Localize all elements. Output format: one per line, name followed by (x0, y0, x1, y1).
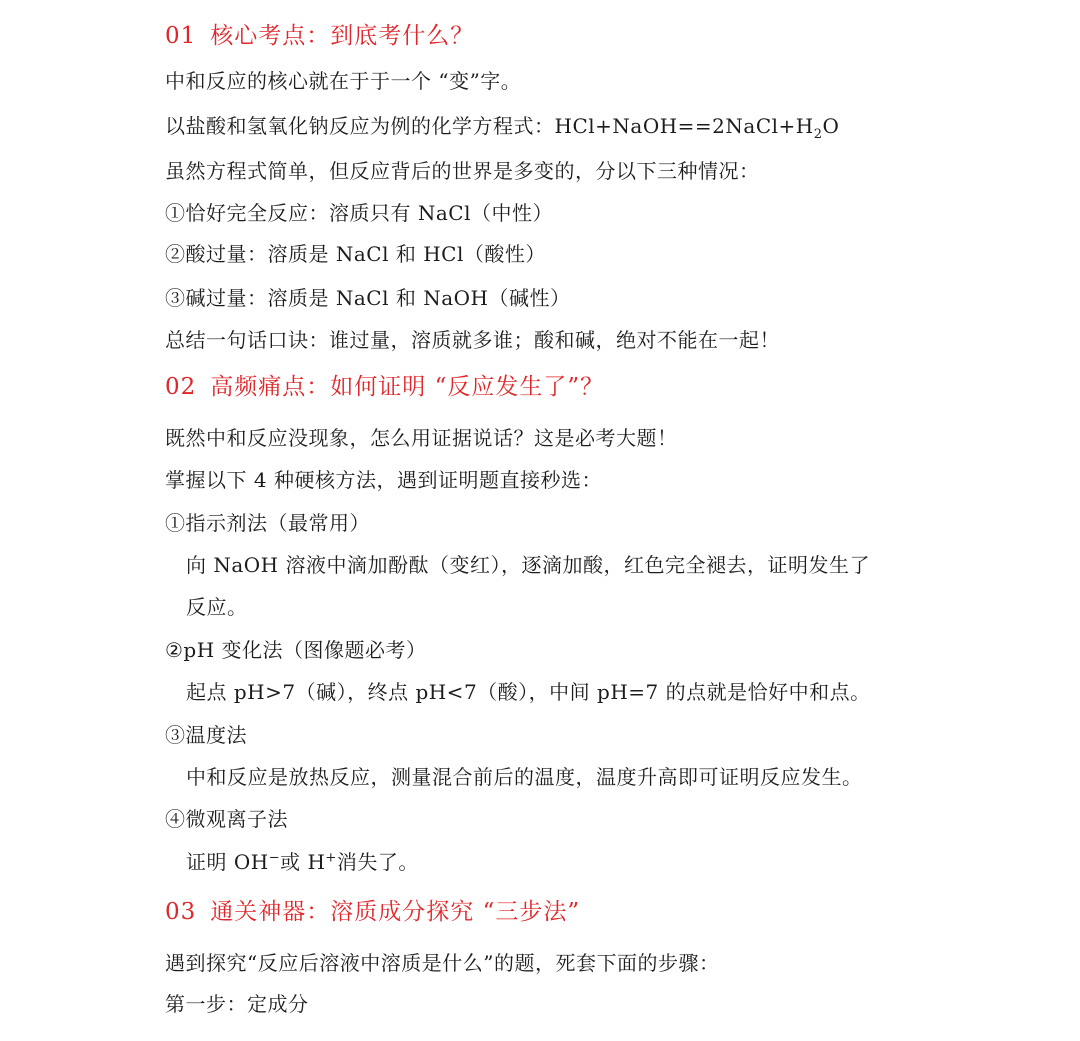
section-1-number: 01 (165, 23, 197, 49)
case-neutral: ①恰好完全反应：溶质只有 NaCl（中性） (165, 201, 553, 225)
section-1-title: 核心考点：到底考什么？ (210, 23, 475, 49)
section-2-number: 02 (165, 374, 197, 400)
section-3-title: 通关神器：溶质成分探究 “三步法” (210, 899, 581, 925)
method-1-description: 向 NaOH 溶液中滴加酚酞（变红），逐滴加酸，红色完全褪去，证明发生了 (186, 553, 870, 577)
section-3-number: 03 (165, 899, 197, 925)
method-4-text-a: 证明 OH (186, 850, 269, 874)
method-2-description: 起点 pH>7（碱），终点 pH<7（酸），中间 pH=7 的点就是恰好中和点。 (186, 680, 871, 704)
hydroxide-charge: − (268, 850, 281, 866)
method-1-description-cont: 反应。 (186, 595, 248, 619)
section-1-summary: 总结一句话口诀：谁过量，溶质就多谁；酸和碱，绝对不能在一起！ (165, 328, 780, 352)
section-2-title: 高频痛点：如何证明 “反应发生了”？ (210, 374, 605, 400)
method-1-title: ①指示剂法（最常用） (165, 511, 370, 535)
section-3-heading (165, 897, 580, 927)
method-4-text-b: 或 H (280, 850, 326, 874)
section-1-line-1: 中和反应的核心就在于于一个 “变”字。 (165, 69, 522, 93)
equation-subscript: 2 (813, 127, 823, 142)
section-2-line-2: 掌握以下 4 种硬核方法，遇到证明题直接秒选： (165, 468, 602, 492)
section-1-equation-line (165, 112, 839, 140)
equation-suffix: O (822, 114, 840, 138)
method-4-title: ④微观离子法 (165, 807, 288, 831)
case-base-excess: ③碱过量：溶质是 NaCl 和 NaOH（碱性） (165, 286, 571, 310)
section-2-line-1: 既然中和反应没现象，怎么用证据说话？这是必考大题！ (165, 426, 678, 450)
section-3-step-1: 第一步：定成分 (165, 992, 309, 1016)
section-1-line-3: 虽然方程式简单，但反应背后的世界是多变的，分以下三种情况： (165, 159, 760, 183)
section-3-line-1: 遇到探究“反应后溶液中溶质是什么”的题，死套下面的步骤： (165, 951, 720, 975)
section-1-heading (165, 21, 474, 51)
case-acid-excess: ②酸过量：溶质是 NaCl 和 HCl（酸性） (165, 242, 546, 266)
method-4-description (186, 848, 419, 876)
section-2-heading (165, 372, 604, 402)
hydrogen-charge: + (325, 850, 337, 866)
method-2-title: ②pH 变化法（图像题必考） (165, 638, 427, 662)
method-3-description: 中和反应是放热反应，测量混合前后的温度，温度升高即可证明反应发生。 (186, 765, 863, 789)
method-3-title: ③温度法 (165, 723, 247, 747)
method-4-text-c: 消失了。 (336, 850, 419, 874)
equation-prefix: 以盐酸和氢氧化钠反应为例的化学方程式：HCl+NaOH==2NaCl+H (165, 114, 814, 138)
